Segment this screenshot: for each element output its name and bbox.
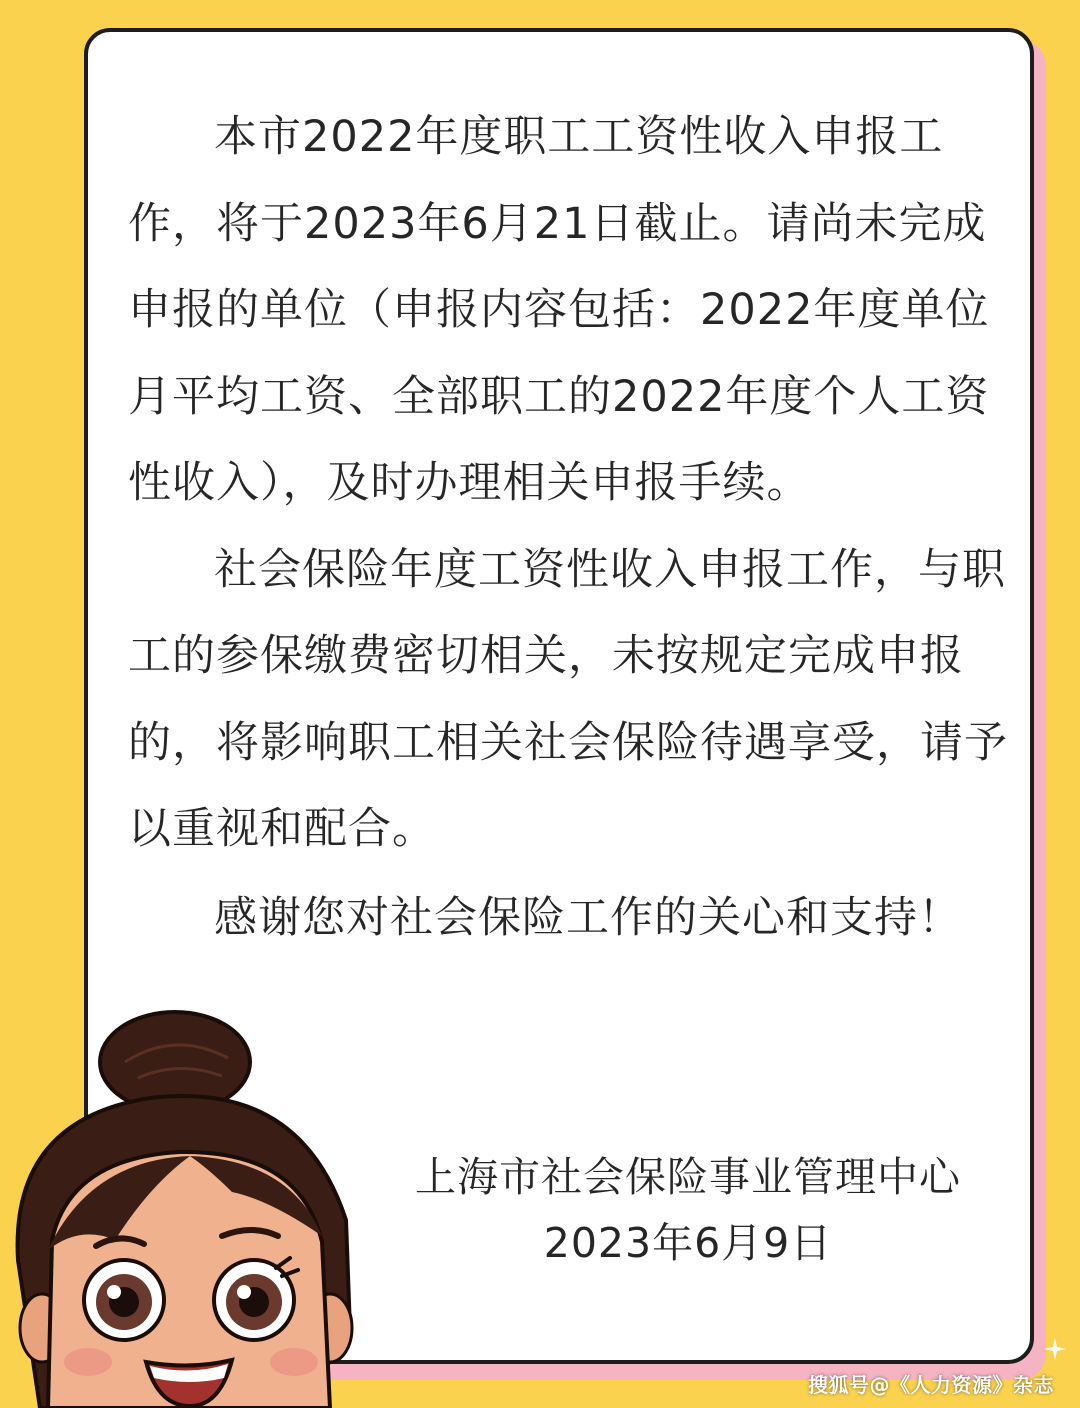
watermark-text: 搜狐号@《人力资源》杂志 [808,1373,1054,1397]
notice-paragraph-2: 社会保险年度工资性收入申报工作，与职工的参保缴费密切相关，未按规定完成申报的，将影响职工相关社会保险待遇享受，请予以重视和配合。 [128,544,1008,854]
signature-date: 2023年6月9日 [543,1219,833,1267]
notice-paragraph-1: 本市2022年度职工工资性收入申报工作，将于2023年6月21日截止。请尚未完成申报的单位（申报内容包括：2022年度单位月平均工资、全部职工的2022年度个人工资性收入），及时办理相关申报手续。 [128,112,990,508]
notice-body [128,94,1008,961]
signature-organization: 上海市社会保险事业管理中心 [415,1153,961,1201]
cartoon-woman-illustration [0,1010,380,1408]
sparkle-icon [1044,1338,1066,1360]
notice-thanks: 感谢您对社会保险工作的关心和支持！ [214,892,962,943]
signature-block [388,1144,988,1276]
